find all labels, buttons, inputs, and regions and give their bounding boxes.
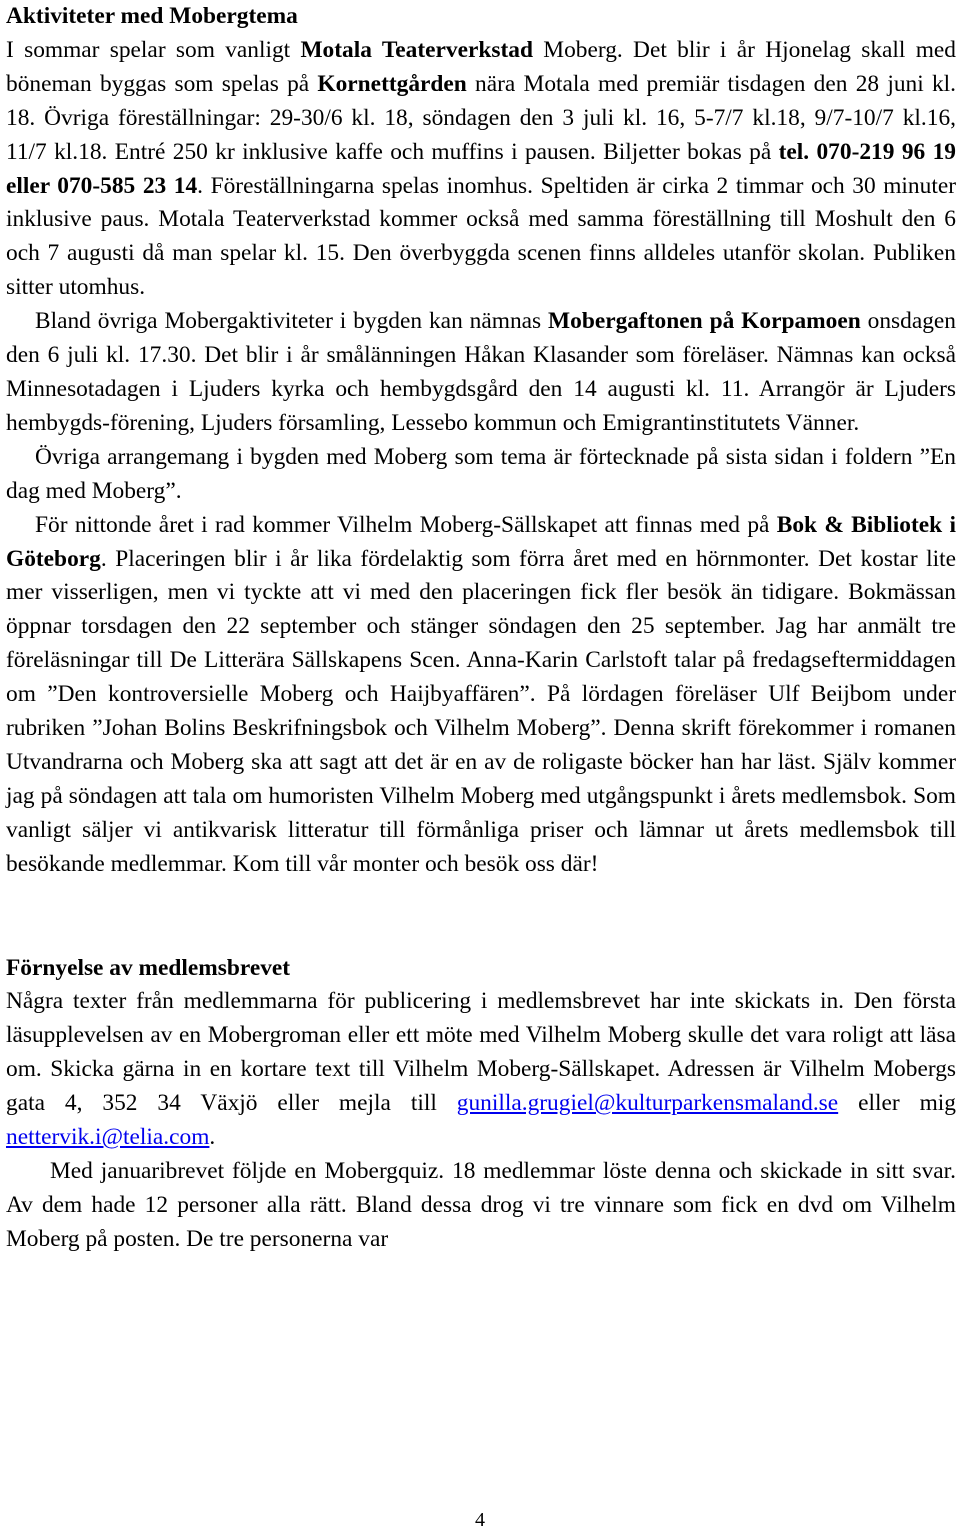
text-run: För nittonde året i rad kommer Vilhelm Moberg-Sällskapet att finnas med på xyxy=(35,511,777,538)
text-run: I sommar spelar som vanligt xyxy=(6,36,301,63)
bold-text: Mobergaftonen på Korpamoen xyxy=(548,308,861,335)
page-number: 4 xyxy=(475,1509,485,1531)
bold-text: tel. 070-219 96 19 eller 070-585 23 14 xyxy=(6,138,956,199)
bold-text: Motala Teaterverkstad xyxy=(300,36,533,63)
paragraph-motala-teaterverkstad xyxy=(6,34,956,305)
bold-text: Kornettgården xyxy=(317,70,467,97)
paragraph-ovriga-arrangemang: Övriga arrangemang i bygden med Moberg som tema är förtecknade på sista sidan i foldern ”En dag med Moberg”. xyxy=(6,443,956,504)
text-run: . xyxy=(209,1124,216,1151)
section-heading-aktiviteter: Aktiviteter med Mobergtema xyxy=(6,3,298,29)
document-page xyxy=(6,0,956,1257)
text-run: Några texter från medlemmarna för publicering i medlemsbrevet har inte skickats in. Den första läsupplevelsen av en Mobergroman eller ett möte med Vilhelm Moberg skulle det vara roligt att läsa om. Skicka gärna in en kortare text till Vilhelm Moberg-Sällskapet. Adressen är Vilhelm Mobergs gata 4, 352 34 Växjö eller mejla till xyxy=(6,988,956,1117)
text-run: . Placeringen blir i år lika fördelaktig som förra året med en hörnmonter. Det kostar lite mer visserligen, men vi tyckte att vi med den placeringen fick fler besök än tidigare. Bokmässan öppnar torsdagen den 22 september och stänger söndagen den 25 september. Jag har anmält tre föreläsningar till De Litterära Sällskapens Scen. Anna-Karin Carlstoft talar på fredagseftermiddagen om ”Den kontroversielle Moberg och Haijbyaffären”. På lördagen föreläser Ulf Beijbom under rubriken ”Johan Bolins Beskrifningsbok och Vilhelm Moberg”. Denna skrift förekommer i romanen Utvandrarna och Moberg ska att sagt att det är en av de roligaste böcker han har läst. Själv kommer jag på söndagen att tala om humoristen Vilhelm Moberg med utgångspunkt i årets medlemsbok. Som vanligt säljer vi antikvarisk litteratur till förmånliga priser och lämnar ut årets medlemsbok till besökande medlemmar. Kom till vår monter och besök oss där! xyxy=(6,545,956,877)
text-run: Bland övriga Mobergaktiviteter i bygden kan nämnas xyxy=(35,308,549,335)
text-run: Moberg. Det blir i år Hjonelag skall med böneman byggas som spelas på xyxy=(6,36,956,97)
email-link-nettervik[interactable]: nettervik.i@telia.com xyxy=(6,1124,210,1151)
bold-text: Bok & Bibliotek i Göteborg xyxy=(6,511,956,572)
text-run: . Föreställningarna spelas inomhus. Speltiden är cirka 2 timmar och 30 minuter inklusive paus. Motala Teaterverkstad kommer också med samma föreställning till Moshult den 6 och 7 augusti då man spelar kl. 15. Den överbyggda scenen finns alldeles utanför skolan. Publiken sitter utomhus. xyxy=(6,172,956,301)
paragraph-texter-fran-medlemmarna xyxy=(6,985,956,1155)
email-link-gunilla[interactable]: gunilla.grugiel@kulturparkensmaland.se xyxy=(456,1090,839,1117)
text-run: eller mig xyxy=(838,1090,956,1117)
text-run: nära Motala med premiär tisdagen den 28 juni kl. 18. Övriga föreställningar: 29-30/6 kl. 18, söndagen den 3 juli kl. 16, 5-7/7 kl.18, 9/7-10/7 kl.16, 11/7 kl.18. Entré 250 kr inklusive kaffe och muffins i pausen. Biljetter bokas på xyxy=(6,70,956,165)
paragraph-mobergaktiviteter xyxy=(6,305,956,441)
paragraph-bok-och-bibliotek xyxy=(6,509,956,882)
text-run: onsdagen den 6 juli kl. 17.30. Det blir i år smålänningen Håkan Klasander som föreläser. Nämnas kan också Minnesotadagen i Ljuders kyrka och hembygdsgård den 14 augusti kl. 11. Arrangör är Ljuders hembygds-förening, Ljuders församling, Lessebo kommun och Emigrantinstitutets Vänner. xyxy=(6,308,956,436)
section-heading-fornyelse: Förnyelse av medlemsbrevet xyxy=(6,954,291,981)
paragraph-mobergquiz: Med januaribrevet följde en Mobergquiz. 18 medlemmar löste denna och skickade in sitt svar. Av dem hade 12 personer alla rätt. Bland dessa drog vi tre vinnare som fick en dvd om Vilhelm Moberg på posten. De tre personerna var xyxy=(6,1158,956,1252)
